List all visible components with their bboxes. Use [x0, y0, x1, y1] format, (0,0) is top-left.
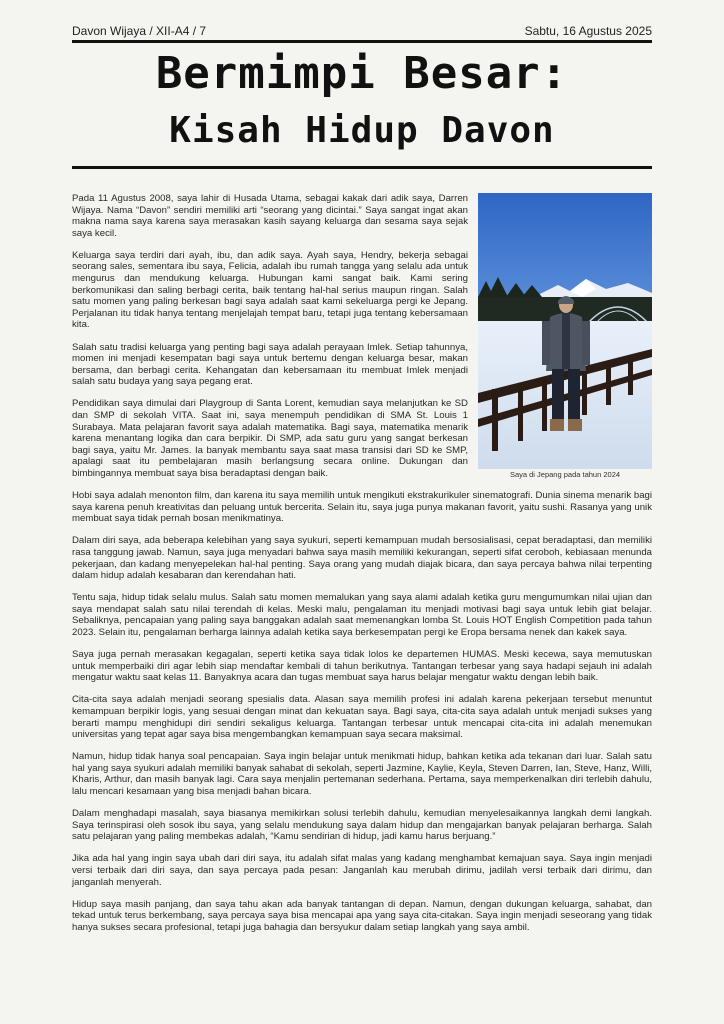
paragraph: Dalam diri saya, ada beberapa kelebihan yang saya syukuri, seperti kemampuan mudah bersosialisasi, cepat beradaptasi, dan memiliki rasa tanggung jawab. Namun, saya juga menyadari bahwa saya masih memiliki kekurangan, seperti sifat ceroboh, kebiasaan menunda pekerjaan, dan kadang menyepelekan hal-hal penting. Saya orang yang mudah diajak bicara, dan saya percaya bahwa nilai terpenting dalam hidup adalah kesabaran dan kerendahan hati. [72, 535, 652, 582]
paragraph: Namun, hidup tidak hanya soal pencapaian. Saya ingin belajar untuk menikmati hidup, bahkan ketika ada tekanan dari luar. Salah satu hal yang saya syukuri adalah memiliki banyak sahabat di sekolah, seperti Jazmine, Kaylie, Keyla, Steven Darren, Ian, Steve, Hanz, Willi, Kharis, Arthur, dan masih banyak lagi. Cara saya menjalin pertemanan sederhana. Pertama, saya memperkenalkan diri terlebih dahulu, lalu mencari kesamaan yang bisa menjadi bahan bicara. [72, 751, 652, 798]
title-divider [72, 166, 652, 169]
photo-figure [478, 193, 652, 480]
paragraph: Pada 11 Agustus 2008, saya lahir di Husada Utama, sebagai kakak dari adik saya, Darren Wijaya. Nama “Davon” sendiri memiliki arti “seorang yang dicintai.” Saya sangat ingat akan makna nama saya karena saya merasakan kasih sayang keluarga dan sesama saya sejak saya kecil. [72, 193, 468, 239]
date-info: Sabtu, 16 Agustus 2025 [524, 24, 652, 38]
paragraph: Jika ada hal yang ingin saya ubah dari diri saya, itu adalah sifat malas yang kadang menghambat kemajuan saya. Saya ingin menjadi versi terbaik dari diri saya, dan saya percaya pada pesan: Janganlah kau merubah dirimu, jadilah versi terbaik dari dirimu, dan janganlah menyerah. [72, 853, 652, 888]
paragraph: Keluarga saya terdiri dari ayah, ibu, dan adik saya. Ayah saya, Hendry, bekerja sebagai seorang sales, sementara ibu saya, Felicia, adalah ibu rumah tangga yang selalu ada untuk mengurus dan mendukung keluarga. Hubungan kami sangat baik. Kami sering berkomunikasi dan saling berbagi cerita, baik tentang hal-hal serius maupun ringan. Salah satu momen yang paling berkesan bagi saya adalah saat kami sekeluarga pergi ke Jepang. Perjalanan itu tidak hanya tentang menjelajah tempat baru, tetapi juga tentang kebersamaan kita. [72, 249, 468, 331]
paragraph: Saya juga pernah merasakan kegagalan, seperti ketika saya tidak lolos ke departemen HUMAS. Meski kecewa, saya memutuskan untuk memperbaiki diri agar lebih siap mendaftar kembali di tahun berikutnya. Tantangan terbesar yang saya hadapi sejauh ini adalah mengatur waktu saat kelas 11. Banyaknya acara dan tugas membuat saya harus belajar mengatur waktu dengan lebih baik. [72, 649, 652, 684]
author-info: Davon Wijaya / XII-A4 / 7 [72, 24, 207, 38]
paragraph: Salah satu tradisi keluarga yang penting bagi saya adalah perayaan Imlek. Setiap tahunnya, momen ini menjadi kesempatan bagi saya untuk bertemu dengan keluarga besar, makan bersama, dan berbagi cerita. Kehangatan dan kebersamaan itu membuat Imlek menjadi salah satu budaya yang saya pegang erat. [72, 341, 468, 388]
article-body [72, 193, 652, 944]
paragraph: Cita-cita saya adalah menjadi seorang spesialis data. Alasan saya memilih profesi ini adalah karena pekerjaan tersebut menuntut kemampuan berpikir logis, yang sesuai dengan minat dan kekuatan saya. Bagi saya, cita-cita saya adalah untuk menjadi sukses yang berarti mampu menghidupi diri sendiri sekaligus keluarga. Tantangan terbesar untuk mencapai cita-cita ini adalah menemukan universitas yang tepat agar saya bisa mengembangkan kemampuan saya secara maksimal. [72, 694, 652, 741]
page-header [72, 24, 652, 38]
paragraph: Hidup saya masih panjang, dan saya tahu akan ada banyak tantangan di depan. Namun, dengan dukungan keluarga, sahabat, dan tekad untuk terus berkembang, saya percaya saya bisa mencapai apa yang saya cita-citakan. Saya ingin menjadi seseorang yang tidak hanya sukses secara profesional, tetapi juga bahagia dan bersyukur dalam setiap langkah yang saya ambil. [72, 898, 652, 933]
paragraph: Dalam menghadapi masalah, saya biasanya memikirkan solusi terlebih dahulu, kemudian menyelesaikannya langkah demi langkah. Saya terinspirasi oleh sosok ibu saya, yang selalu mendukung saya dalam hidup dan mengajarkan banyak pelajaran berharga. Salah satu pelajaran yang paling membekas adalah, “Kamu sendirian di hidup, jadi kamu harus berjuang.” [72, 808, 652, 843]
photo-caption: Saya di Jepang pada tahun 2024 [509, 470, 621, 479]
paragraph: Pendidikan saya dimulai dari Playgroup di Santa Lorent, kemudian saya melanjutkan ke SD dan SMP di sekolah VITA. Saat ini, saya menempuh pendidikan di SMA St. Louis 1 Surabaya. Mata pelajaran favorit saya adalah matematika. Bagi saya, matematika menarik karena menantang logika dan cara berpikir. Di SMP, ada satu guru yang sangat berkesan bagi saya, yaitu Mr. James. Ia banyak membantu saya saat masa transisi dari SD ke SMP, apalagi saat itu pembelajaran masih berlangsung secara online. Dukungan dan bimbingannya membuat saya bisa beradaptasi dengan baik. [72, 398, 468, 479]
japan-photo [478, 193, 652, 469]
paragraph: Hobi saya adalah menonton film, dan karena itu saya memilih untuk mengikuti ekstrakurikuler sinematografi. Dunia sinema menarik bagi saya karena penuh kreativitas dan peluang untuk bercerita. Selain itu, saya juga punya makanan favorit, yaitu sushi. Rasanya yang unik membuat saya tidak pernah bosan menikmatinya. [72, 490, 652, 525]
page-subtitle: Kisah Hidup Davon [169, 110, 555, 151]
paragraph: Tentu saja, hidup tidak selalu mulus. Salah satu momen memalukan yang saya alami adalah ketika guru mengumumkan nilai ujian dan saya mendapat salah satu nilai terendah di kelas. Meski malu, pengalaman itu menjadi motivasi bagi saya untuk lebih giat belajar. Sebaliknya, pencapaian yang paling saya banggakan adalah saat memenangkan lomba St. Louis HOT English Competition pada tahun 2023. Selain itu, pengalaman berharga lainnya adalah ketika saya berkesempatan pergi ke Eropa bersama nenek dan kakek saya. [72, 592, 652, 638]
page-title: Bermimpi Besar: [155, 48, 569, 99]
top-divider [72, 40, 652, 43]
